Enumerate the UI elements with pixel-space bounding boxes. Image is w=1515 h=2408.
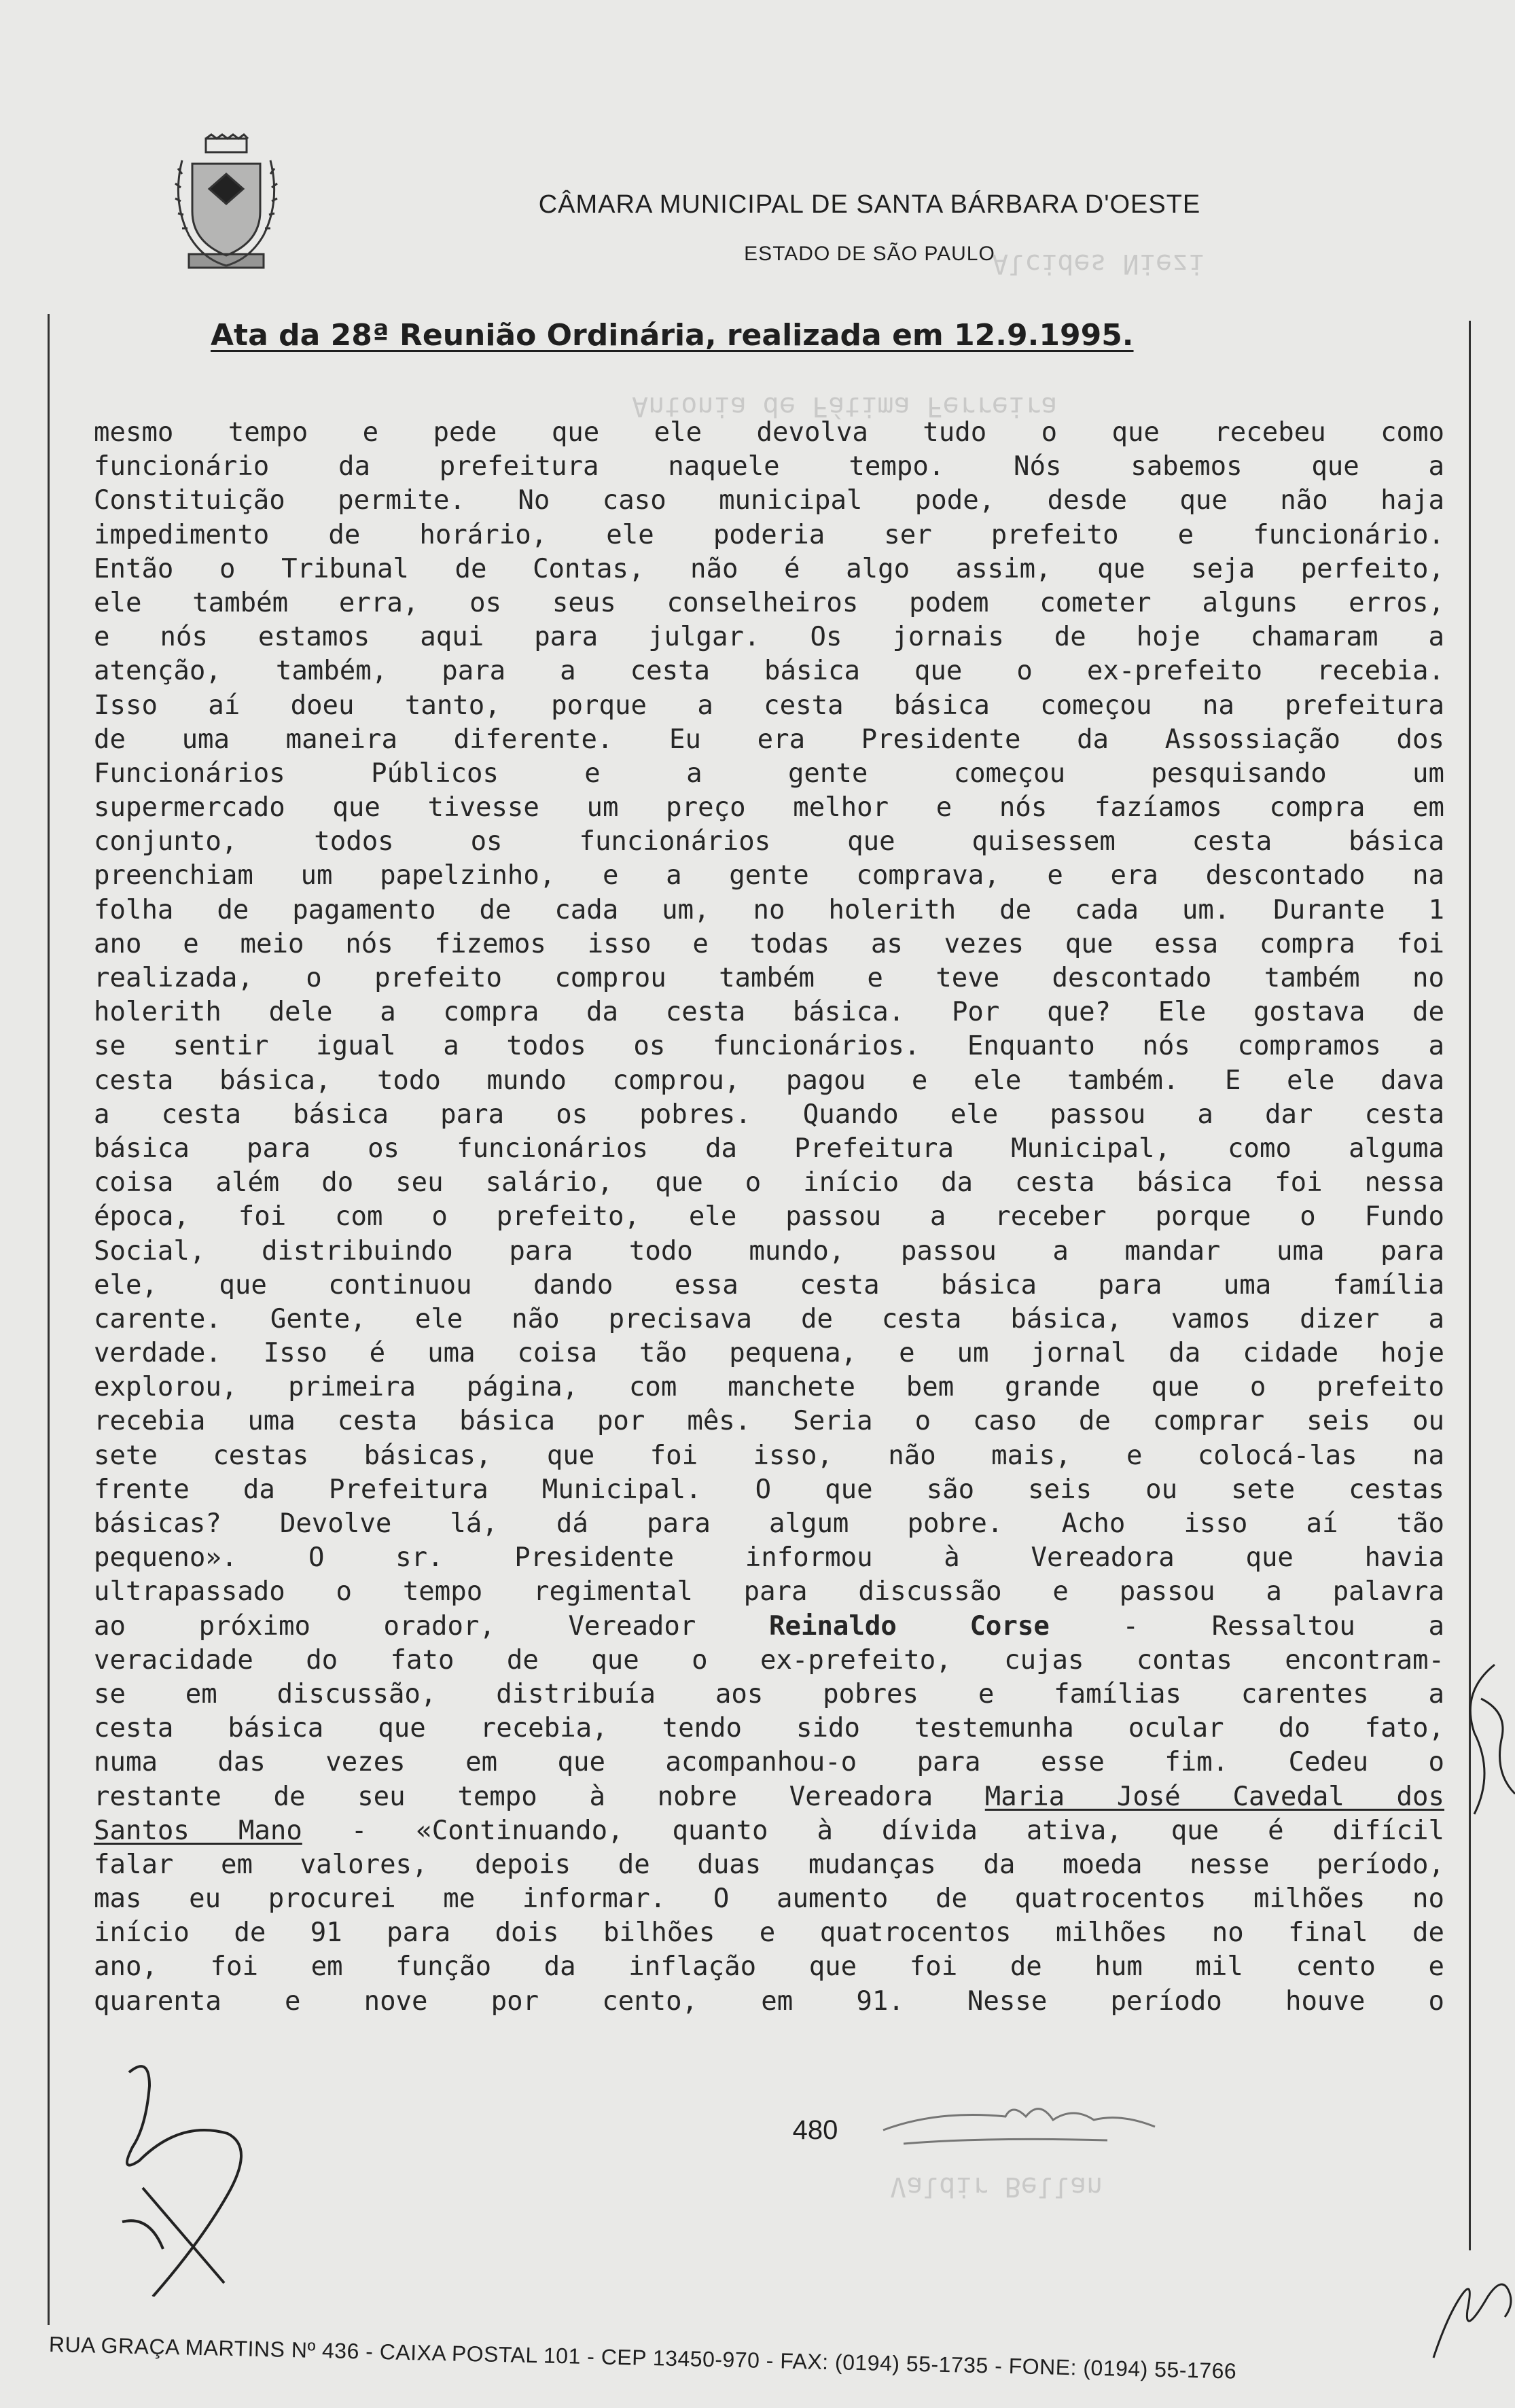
right-margin-rule bbox=[1469, 321, 1471, 2250]
handwritten-rubric bbox=[876, 2096, 1162, 2157]
bleed-through-text: Alcides Niezi bbox=[992, 248, 1205, 279]
footer-address: RUA GRAÇA MARTINS Nº 436 - CAIXA POSTAL 101 - CEP 13450-970 - FAX: (0194) 55-1735 - FONE: (0194) 55-1766 bbox=[48, 2332, 1237, 2384]
body-line: ano, foi em função da inflação que foi de hum mil cento e bbox=[94, 1951, 1444, 1983]
body-line: básica para os funcionários da Prefeitura Municipal, como alguma bbox=[94, 1133, 1444, 1164]
body-line: Isso aí doeu tanto, porque a cesta básica começou na prefeitura bbox=[94, 690, 1444, 721]
body-line: de uma maneira diferente. Eu era Presidente da Assossiação dos bbox=[94, 724, 1444, 755]
body-line: a cesta básica para os pobres. Quando ele passou a dar cesta bbox=[94, 1099, 1444, 1130]
body-line: atenção, também, para a cesta básica que o ex-prefeito recebia. bbox=[94, 656, 1444, 687]
speaker-name: Reinaldo Corse bbox=[769, 1610, 1050, 1642]
body-line: ele, que continuou dando essa cesta básica para uma família bbox=[94, 1269, 1444, 1300]
body-line: época, foi com o prefeito, ele passou a receber porque o Fundo bbox=[94, 1201, 1444, 1233]
institution-state: ESTADO DE SÃO PAULO bbox=[744, 243, 995, 265]
body-line: Então o Tribunal de Contas, não é algo assim, que seja perfeito, bbox=[94, 553, 1444, 584]
body-line: Constituição permite. No caso municipal pode, desde que não haja bbox=[94, 485, 1444, 516]
body-line: pequeno». O sr. Presidente informou à Vereadora que havia bbox=[94, 1542, 1444, 1574]
handwritten-signature bbox=[102, 2052, 279, 2297]
body-line: mesmo tempo e pede que ele devolva tudo o que recebeu como bbox=[94, 417, 1444, 448]
body-line: Social, distribuindo para todo mundo, passou a mandar uma para bbox=[94, 1235, 1444, 1267]
body-line: início de 91 para dois bilhões e quatrocentos milhões no final de bbox=[94, 1917, 1444, 1949]
body-line: quarenta e nove por cento, em 91. Nesse período houve o bbox=[94, 1985, 1444, 2017]
body-line: se em discussão, distribuía aos pobres e famílias carentes a bbox=[94, 1678, 1444, 1710]
body-line: veracidade do fato de que o ex-prefeito, cujas contas encontram- bbox=[94, 1644, 1444, 1676]
speaker-name: Maria José Cavedal dos bbox=[984, 1781, 1444, 1812]
body-line: funcionário da prefeitura naquele tempo. Nós sabemos que a bbox=[94, 451, 1444, 482]
body-line bbox=[94, 1610, 1444, 1644]
speaker-name: Santos Mano bbox=[94, 1815, 302, 1846]
page-number: 480 bbox=[792, 2115, 838, 2145]
body-line: se sentir igual a todos os funcionários. Enquanto nós compramos a bbox=[94, 1031, 1444, 1062]
body-line: ano e meio nós fizemos isso e todas as vezes que essa compra foi bbox=[94, 928, 1444, 959]
body-line: supermercado que tivesse um preço melhor e nós fazíamos compra em bbox=[94, 792, 1444, 824]
body-line: impedimento de horário, ele poderia ser prefeito e funcionário. bbox=[94, 519, 1444, 550]
body-line: ultrapassado o tempo regimental para discussão e passou a palavra bbox=[94, 1576, 1444, 1608]
body-line: conjunto, todos os funcionários que quisessem cesta básica bbox=[94, 826, 1444, 857]
body-line: carente. Gente, ele não precisava de cesta básica, vamos dizer a bbox=[94, 1303, 1444, 1334]
document-title: Ata da 28ª Reunião Ordinária, realizada em 12.9.1995. bbox=[211, 318, 1134, 353]
body-line: sete cestas básicas, que foi isso, não mais, e colocá-las na bbox=[94, 1440, 1444, 1471]
body-line: Funcionários Públicos e a gente começou pesquisando um bbox=[94, 758, 1444, 789]
body-line: frente da Prefeitura Municipal. O que são seis ou sete cestas bbox=[94, 1474, 1444, 1505]
body-line: preenchiam um papelzinho, e a gente comprava, e era descontado na bbox=[94, 860, 1444, 891]
body-line bbox=[94, 1780, 1444, 1814]
body-line: verdade. Isso é uma coisa tão pequena, e um jornal da cidade hoje bbox=[94, 1338, 1444, 1369]
body-line: cesta básica, todo mundo comprou, pagou e ele também. E ele dava bbox=[94, 1065, 1444, 1096]
minutes-body bbox=[94, 416, 1444, 2019]
body-line: básicas? Devolve lá, dá para algum pobre. Acho isso aí tão bbox=[94, 1508, 1444, 1539]
body-line: cesta básica que recebia, tendo sido testemunha ocular do fato, bbox=[94, 1713, 1444, 1744]
body-line: e nós estamos aqui para julgar. Os jornais de hoje chamaram a bbox=[94, 622, 1444, 653]
handwritten-margin-rubric bbox=[1454, 1658, 1515, 1835]
body-text: restante de seu tempo à nobre Vereadora bbox=[94, 1781, 933, 1812]
body-text: - Ressaltou a bbox=[1122, 1610, 1444, 1642]
left-margin-rule bbox=[48, 314, 50, 2325]
handwritten-corner-rubric bbox=[1420, 2256, 1515, 2365]
body-line bbox=[94, 1814, 1444, 1848]
body-line: folha de pagamento de cada um, no holerith de cada um. Durante 1 bbox=[94, 894, 1444, 925]
body-text: - «Continuando, quanto à dívida ativa, que é difícil bbox=[351, 1815, 1444, 1846]
bleed-through-text: Antonia de Fátima Ferreira bbox=[632, 391, 1058, 422]
body-line: falar em valores, depois de duas mudanças da moeda nesse período, bbox=[94, 1849, 1444, 1880]
bleed-through-text: Valdir Bellan bbox=[890, 2171, 1103, 2202]
institution-name: CÂMARA MUNICIPAL DE SANTA BÁRBARA D'OESTE bbox=[538, 190, 1201, 219]
body-line: explorou, primeira página, com manchete bem grande que o prefeito bbox=[94, 1372, 1444, 1403]
body-line: ele também erra, os seus conselheiros podem cometer alguns erros, bbox=[94, 587, 1444, 618]
body-line: mas eu procurei me informar. O aumento de quatrocentos milhões no bbox=[94, 1883, 1444, 1915]
body-line: recebia uma cesta básica por mês. Seria o caso de comprar seis ou bbox=[94, 1406, 1444, 1437]
body-line: holerith dele a compra da cesta básica. Por que? Ele gostava de bbox=[94, 997, 1444, 1028]
body-line: realizada, o prefeito comprou também e teve descontado também no bbox=[94, 963, 1444, 993]
body-text: ao próximo orador, Vereador bbox=[94, 1610, 696, 1642]
body-line: numa das vezes em que acompanhou-o para esse fim. Cedeu o bbox=[94, 1747, 1444, 1778]
municipal-crest-icon bbox=[168, 133, 284, 279]
body-line: coisa além do seu salário, que o início da cesta básica foi nessa bbox=[94, 1167, 1444, 1199]
